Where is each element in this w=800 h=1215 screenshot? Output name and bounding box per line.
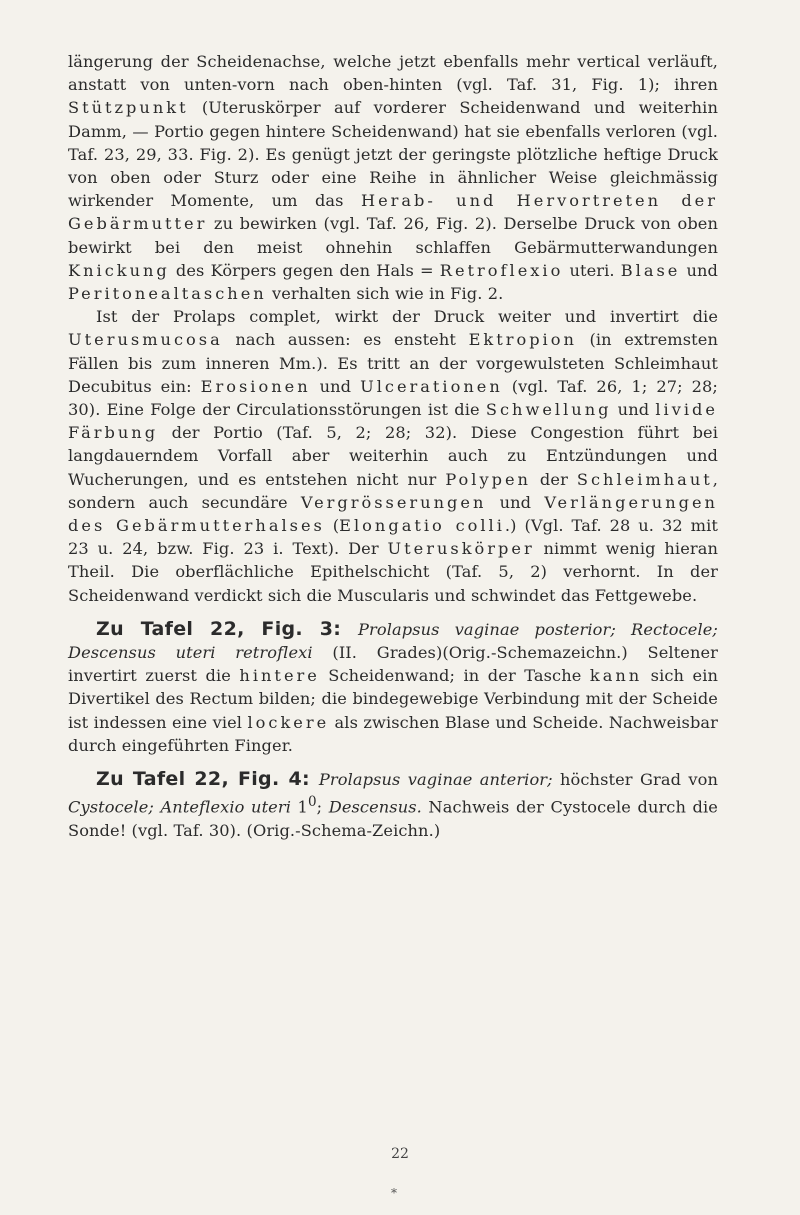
text-run: uteri.	[563, 260, 621, 280]
text-run: verhalten sich wie in Fig. 2.	[266, 284, 504, 304]
text-run-sp: Uterusmucosa	[68, 330, 223, 350]
text-run: und	[486, 492, 545, 512]
text-run: längerung der Scheidenachse, welche jetzt ebenfalls mehr vertical verläuft, anstatt von unten-vorn nach oben-hinten (vgl. Taf. 31, Fig. 1); ihren	[68, 52, 718, 95]
text-run: des Körpers gegen den Hals =	[169, 260, 440, 280]
text-run: zu bewirken (vgl. Taf. 26, Fig. 2). Derselbe Druck von oben bewirkt bei den meist ohnehin schlaffen Gebärmutterwandungen	[68, 214, 718, 257]
text-run-sp: Elongatio colli	[339, 516, 505, 536]
text-run: der	[530, 469, 577, 489]
text-run-it: Prolapsus vaginae anterior;	[318, 770, 553, 790]
text-run-sp: Verlängerungen des Gebärmutterhalses	[68, 492, 718, 536]
text-run-sp: Schleimhaut	[576, 469, 713, 489]
paragraph-tafel-22-fig-4	[68, 768, 718, 842]
text-run: Nachweis der Cystocele durch die Sonde! (vgl. Taf. 30). (Orig.-Schema-Zeichn.)	[68, 797, 718, 840]
text-run: (Uteruskörper auf vorderer Scheidenwand und weiterhin Damm, — Portio gegen hintere Scheidenwand) hat sie ebenfalls verloren (vgl. Taf. 23, 29, 33. Fig. 2). Es genügt jetzt der geringste plötzliche heftige Druck von oben oder Sturz oder eine Reihe in ähnlicher Weise gleichmässig wirkender Momente, um das	[68, 98, 718, 211]
text-run-sp: hintere	[239, 666, 320, 686]
text-run: (vgl. Taf. 26, 1; 27; 28; 30). Eine Folge der Circulationsstörungen ist die	[68, 376, 718, 420]
text-run: nach aussen: es ensteht	[222, 330, 469, 350]
plate-reference-heading: Zu Tafel 22, Fig. 3	[96, 617, 334, 640]
text-run: und	[680, 260, 719, 280]
text-run: , sondern auch secundäre	[68, 469, 718, 512]
text-run-sp: Polypen	[445, 469, 531, 489]
text-run: und	[310, 376, 361, 396]
plate-reference-heading: :	[333, 617, 359, 640]
bottom-mark: *	[391, 1186, 397, 1200]
text-run: nimmt wenig hieran Theil. Die oberflächliche Epithelschicht (Taf. 5, 2) verhornt. In der Scheidenwand verdickt sich die Muscularis und schwindet das Fettgewebe.	[68, 539, 718, 605]
plate-reference-heading: Zu Tafel 22, Fig. 4	[96, 768, 302, 791]
text-run-sup: 0	[307, 794, 317, 811]
text-run-sp: Ulcerationen	[360, 376, 503, 396]
text-run: sich ein Divertikel des Rectum bilden; die bindegewebige Verbindung mit der Scheide ist indessen eine viel	[68, 666, 718, 732]
text-run: höchster Grad von	[552, 770, 718, 790]
paragraph-tafel-22-fig-3	[68, 618, 718, 757]
text-run: 1	[290, 797, 308, 817]
text-run: Ist der Prolaps complet, wirkt der Druck weiter und invertirt die	[96, 307, 718, 327]
text-run-sp: Stützpunkt	[68, 98, 189, 118]
text-run-sp: lockere	[247, 712, 330, 732]
text-run-sp: Herab- und Hervortreten der Gebärmutter	[68, 191, 718, 234]
text-run: ;	[316, 797, 329, 817]
text-run-sp: Retroflexio	[439, 260, 564, 280]
text-run: als zwischen Blase und Scheide. Nachweisbar durch eingeführten Finger.	[68, 712, 718, 755]
paragraph-2	[68, 305, 718, 607]
text-run: (II. Grades)(Orig.-Schemazeichn.) Seltener invertirt zuerst die	[68, 643, 718, 686]
text-run: und	[611, 400, 656, 420]
text-run-sp: kann	[589, 666, 643, 686]
text-run: (	[324, 516, 340, 536]
page-number: 22	[391, 1146, 409, 1162]
text-run-it: Prolapsus vaginae posterior; Rectocele; Descensus uteri retroflexi	[68, 619, 718, 663]
text-run-sp: Knickung	[68, 260, 170, 280]
text-run-sp: livide Färbung	[68, 400, 718, 443]
text-run-sp: Blase	[620, 260, 681, 280]
text-run: .) (Vgl. Taf. 28 u. 32 mit 23 u. 24, bzw. Fig. 23 i. Text). Der	[68, 516, 718, 559]
text-run-sp: Peritonealtaschen	[68, 284, 267, 304]
text-run: (in extremsten Fällen bis zum inneren Mm.). Es tritt an der vorgewulsteten Schleimhaut Decubitus ein:	[68, 330, 718, 396]
text-run-sp: Erosionen	[200, 376, 311, 396]
text-run-sp: Uteruskörper	[387, 539, 535, 559]
text-run-sp: Schwellung	[485, 400, 612, 420]
plate-reference-heading: :	[302, 768, 319, 791]
paragraph-1	[68, 50, 718, 305]
body-text	[68, 50, 718, 842]
text-run: Scheidenwand; in der Tasche	[319, 666, 590, 686]
text-run-sp: Ektropion	[468, 330, 577, 350]
text-run-it: Cystocele; Anteflexio uteri	[68, 797, 291, 817]
text-run: der Portio (Taf. 5, 2; 28; 32). Diese Congestion führt bei langdauerndem Vorfall aber weiterhin auch zu Entzündungen und Wucherungen, und es entstehen nicht nur	[68, 423, 718, 489]
text-run-sp: Vergrösserungen	[300, 492, 487, 512]
text-run-it: Descensus.	[328, 797, 422, 817]
